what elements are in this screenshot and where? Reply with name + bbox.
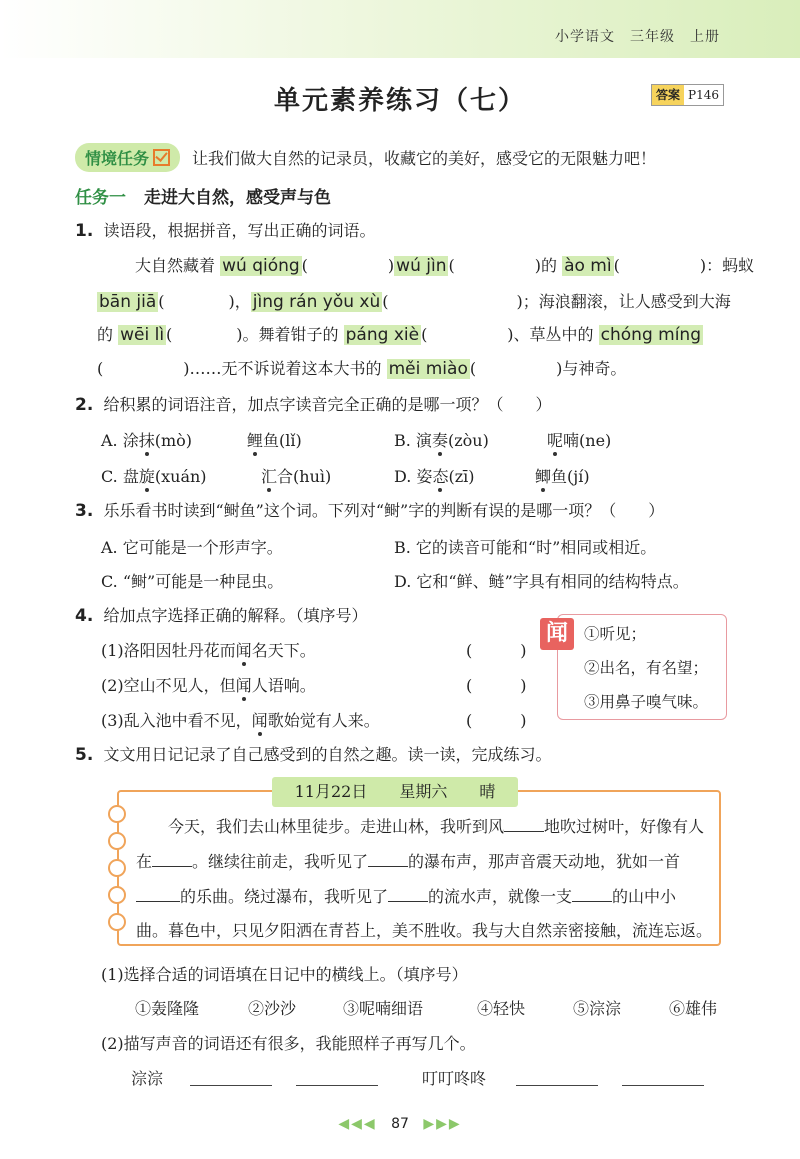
diary-line-2: 在 。继续往前走，我听见了 的瀑布声，那声音震天动地，犹如一首 (136, 852, 681, 871)
q1-prompt: 1. 读语段，根据拼音，写出正确的词语。 (75, 221, 376, 241)
definition-1: ①听见； (584, 625, 647, 643)
diary-line-1: 今天，我们去山林里徒步。走进山林，我听到风 地吹过树叶，好像有人 (168, 817, 705, 836)
blank[interactable] (152, 850, 192, 867)
write-line[interactable] (190, 1084, 272, 1086)
q2-option-a: A. 涂抹(mò) (101, 431, 193, 450)
q4-prompt: 4. 给加点字选择正确的解释。（填序号） (75, 606, 368, 626)
answer-badge (651, 84, 724, 106)
q3-option-c: C. “鲥”可能是一种昆虫。 (101, 572, 284, 591)
q2-option-c: C. 盘旋(xuán) (101, 467, 207, 486)
q2-option-d2: 鲫鱼(jí) (535, 467, 590, 486)
option-1: ①轰隆隆 (135, 999, 200, 1018)
ring-icon (108, 859, 126, 877)
page-title: 单元素养练习（七） (273, 86, 526, 116)
scenario-text: 让我们做大自然的记录员，收藏它的美好，感受它的无限魅力吧！ (192, 149, 657, 168)
left-arrows-icon: ◀◀◀ (338, 1116, 377, 1132)
ring-icon (108, 886, 126, 904)
char-badge: 闻 (540, 618, 574, 650)
option-2: ②沙沙 (248, 999, 297, 1018)
book-tag: 小学语文 三年级 上册 (555, 29, 720, 45)
diary-line-3: 的乐曲。绕过瀑布，我听见了 的流水声，就像一支 的山中小 (136, 884, 676, 907)
blank[interactable] (368, 850, 408, 867)
answer-label: 答案 (652, 85, 684, 105)
q3-option-b: B. 它的读音可能和“时”相同或相近。 (394, 538, 657, 557)
q4-answer-3[interactable]: ( ) (466, 711, 527, 730)
example-word-1: 淙淙 (131, 1069, 164, 1088)
q1-line4: ( )……无不诉说着这本大书的 měi miào ( )与神奇。 (97, 359, 627, 379)
q2-option-c2: 汇合(huì) (261, 467, 332, 486)
definition-2: ②出名，有名望； (584, 659, 709, 677)
ring-icon (108, 913, 126, 931)
scenario-bar (75, 143, 656, 172)
page-number: 87 (391, 1116, 409, 1132)
q3-option-a: A. 它可能是一个形声字。 (101, 538, 283, 557)
q2-option-a2: 鲤鱼(lǐ) (247, 431, 302, 450)
q3-prompt: 3. 乐乐看书时读到“鲥鱼”这个词。下列对“鲥”字的判断有误的是哪一项？（ ） (75, 501, 665, 521)
q5-prompt: 5. 文文用日记记录了自己感受到的自然之趣。读一读，完成练习。 (75, 745, 552, 765)
example-word-2: 叮叮咚咚 (422, 1069, 487, 1088)
q4-answer-1[interactable]: ( ) (466, 641, 527, 660)
q5-sub2: (2)描写声音的词语还有很多，我能照样子再写几个。 (101, 1034, 476, 1053)
task-heading (75, 183, 331, 208)
q1-line3: 的 wēi lì ( )。舞着钳子的 páng xiè ( )、草丛中的 chóng míng (97, 325, 701, 345)
diary-date: 11月22日 星期六 晴 (272, 777, 518, 807)
blank[interactable] (572, 885, 612, 902)
write-line[interactable] (622, 1084, 704, 1086)
answer-page: P146 (684, 85, 723, 105)
scenario-tag: 情境任务 (75, 143, 180, 172)
q4-sentence-3: (3)乱入池中看不见，闻歌始觉有人来。 (101, 711, 380, 730)
write-line[interactable] (296, 1084, 378, 1086)
option-6: ⑥雄伟 (669, 999, 718, 1018)
q2-option-b: B. 演奏(zòu) (394, 431, 489, 450)
q4-answer-2[interactable]: ( ) (466, 676, 527, 695)
q1-line1: 大自然藏着 wú qióng ( ) wú jìn ( )的 ào mì ( )：蚂蚁 (135, 256, 755, 276)
q5-sub1: (1)选择合适的词语填在日记中的横线上。（填序号） (101, 965, 468, 984)
q3-option-d: D. 它和“鲜、鲢”字具有相同的结构特点。 (394, 572, 689, 591)
blank[interactable] (388, 885, 428, 902)
q2-option-d: D. 姿态(zī) (394, 467, 475, 486)
q2-option-b2: 呢喃(ne) (547, 431, 612, 450)
blank[interactable] (136, 885, 180, 902)
blank[interactable] (504, 815, 544, 832)
q4-sentence-2: (2)空山不见人，但闻人语响。 (101, 676, 316, 695)
q1-line2: bān jiā ( )， jìng rán yǒu xù ( )；海浪翻滚，让人感受到大海 (99, 292, 731, 312)
definition-3: ③用鼻子嗅气味。 (584, 693, 709, 711)
task-label: 任务一 (75, 188, 126, 208)
option-3: ③呢喃细语 (343, 999, 424, 1018)
check-icon (153, 149, 170, 166)
option-5: ⑤淙淙 (573, 999, 622, 1018)
right-arrows-icon: ▶▶▶ (423, 1116, 462, 1132)
ring-icon (108, 832, 126, 850)
option-4: ④轻快 (477, 999, 526, 1018)
write-line[interactable] (516, 1084, 598, 1086)
page-footer (0, 1116, 800, 1132)
q4-sentence-1: (1)洛阳因牡丹花而闻名天下。 (101, 641, 316, 660)
diary-line-4: 曲。暮色中，只见夕阳洒在青苔上，美不胜收。我与大自然亲密接触，流连忘返。 (136, 921, 713, 940)
ring-icon (108, 805, 126, 823)
task-title: 走进大自然，感受声与色 (144, 188, 331, 208)
q2-prompt: 2. 给积累的词语注音，加点字读音完全正确的是哪一项？（ ） (75, 395, 552, 415)
